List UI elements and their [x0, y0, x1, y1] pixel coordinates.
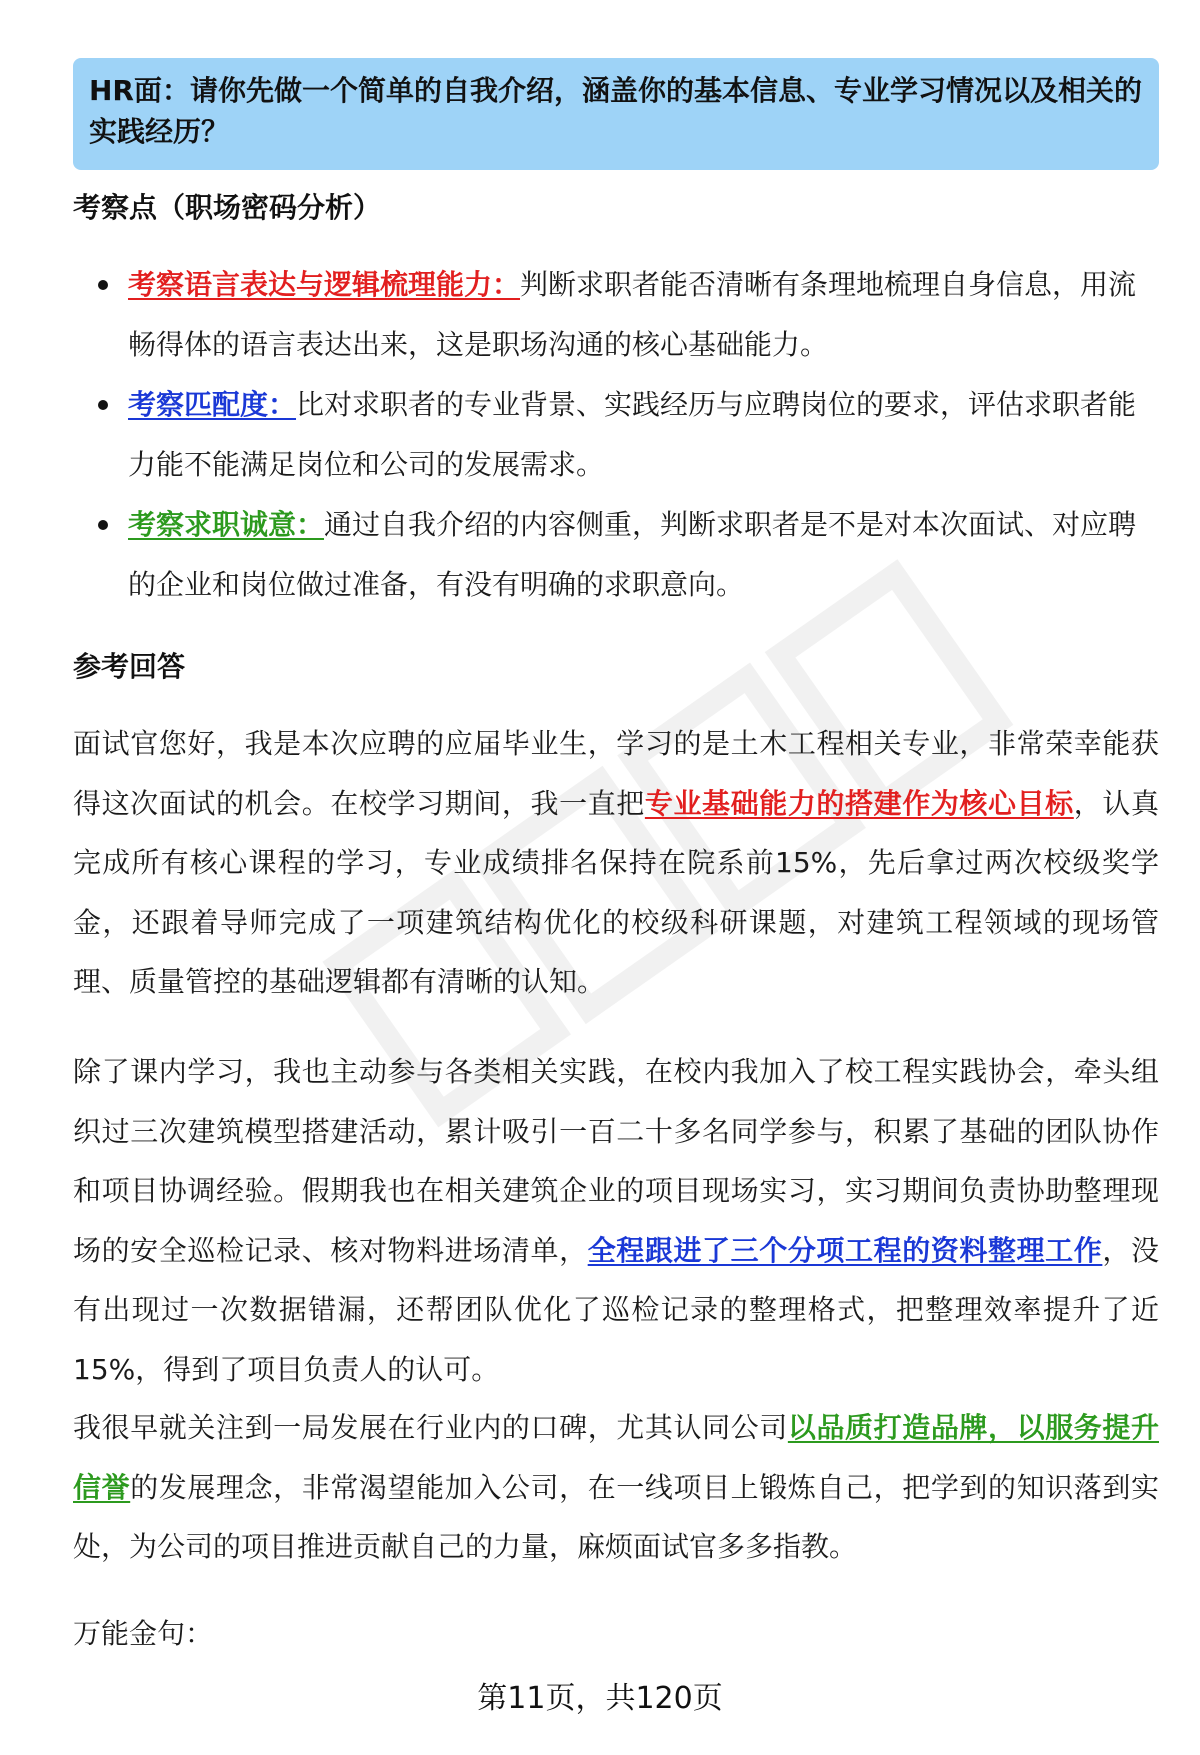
paragraph-text: 面试官您好，我是本次应聘的应届毕业生，学习的是土木工程相关专业，非常荣幸能获得这次面试的机会。在校学习期间，我一直把	[73, 727, 1159, 820]
highlight-text: 专业基础能力的搭建作为核心目标	[644, 786, 1074, 820]
question-box	[73, 58, 1159, 170]
answer-paragraph-2	[73, 1042, 1159, 1399]
question-text: HR面：请你先做一个简单的自我介绍，涵盖你的基本信息、专业学习情况以及相关的实践经历？	[89, 74, 1142, 148]
analysis-text: 比对求职者的专业背景、实践经历与应聘岗位的要求，评估求职者能力能不能满足岗位和公司的发展需求。	[128, 388, 1137, 481]
paragraph-text: ，没有出现过一次数据错漏，还帮团队优化了巡检记录的整理格式，把整理效率提升了近15%，得到了项目负责人的认可。	[73, 1233, 1159, 1386]
paragraph-text: 除了课内学习，我也主动参与各类相关实践，在校内我加入了校工程实践协会，牵头组织过三次建筑模型搭建活动，累计吸引一百二十多名同学参与，积累了基础的团队协作和项目协调经验。假期我也在相关建筑企业的项目现场实习，实习期间负责协助整理现场的安全巡检记录、核对物料进场清单，	[73, 1055, 1159, 1267]
analysis-list	[73, 255, 1159, 615]
bullet-dot-icon	[98, 280, 108, 290]
paragraph-text: 我很早就关注到一局发展在行业内的口碑，尤其认同公司	[73, 1411, 788, 1444]
paragraph-text: ，认真完成所有核心课程的学习，专业成绩排名保持在院系前15%，先后拿过两次校级奖学金，还跟着导师完成了一项建筑结构优化的校级科研课题，对建筑工程领域的现场管理、质量管控的基础逻辑都有清晰的认知。	[73, 786, 1159, 998]
bullet-dot-icon	[98, 400, 108, 410]
analysis-item	[73, 375, 1159, 495]
analysis-keyword: 考察匹配度：	[128, 388, 297, 421]
analysis-item	[73, 495, 1159, 615]
analysis-item	[73, 255, 1159, 375]
analysis-keyword: 考察语言表达与逻辑梳理能力：	[128, 268, 521, 301]
answer-paragraph-1	[73, 714, 1159, 1012]
analysis-text: 通过自我介绍的内容侧重，判断求职者是不是对本次面试、对应聘的企业和岗位做过准备，有没有明确的求职意向。	[128, 508, 1137, 601]
highlight-text: 以品质打造品牌，以服务提升信誉	[73, 1411, 1159, 1504]
paragraph-text: 的发展理念，非常渴望能加入公司，在一线项目上锻炼自己，把学到的知识落到实处，为公司的项目推进贡献自己的力量，麻烦面试官多多指教。	[73, 1470, 1159, 1563]
bullet-dot-icon	[98, 520, 108, 530]
golden-sentence-label: 万能金句：	[73, 1617, 214, 1650]
answer-title: 参考回答	[73, 650, 186, 683]
analysis-title: 考察点（职场密码分析）	[73, 191, 382, 224]
answer-paragraph-3	[73, 1398, 1159, 1577]
highlight-text: 全程跟进了三个分项工程的资料整理工作	[587, 1233, 1103, 1267]
page-number: 第11页，共120页	[477, 1681, 723, 1716]
analysis-keyword: 考察求职诚意：	[128, 508, 325, 541]
analysis-text: 判断求职者能否清晰有条理地梳理自身信息，用流畅得体的语言表达出来，这是职场沟通的核心基础能力。	[128, 268, 1137, 361]
